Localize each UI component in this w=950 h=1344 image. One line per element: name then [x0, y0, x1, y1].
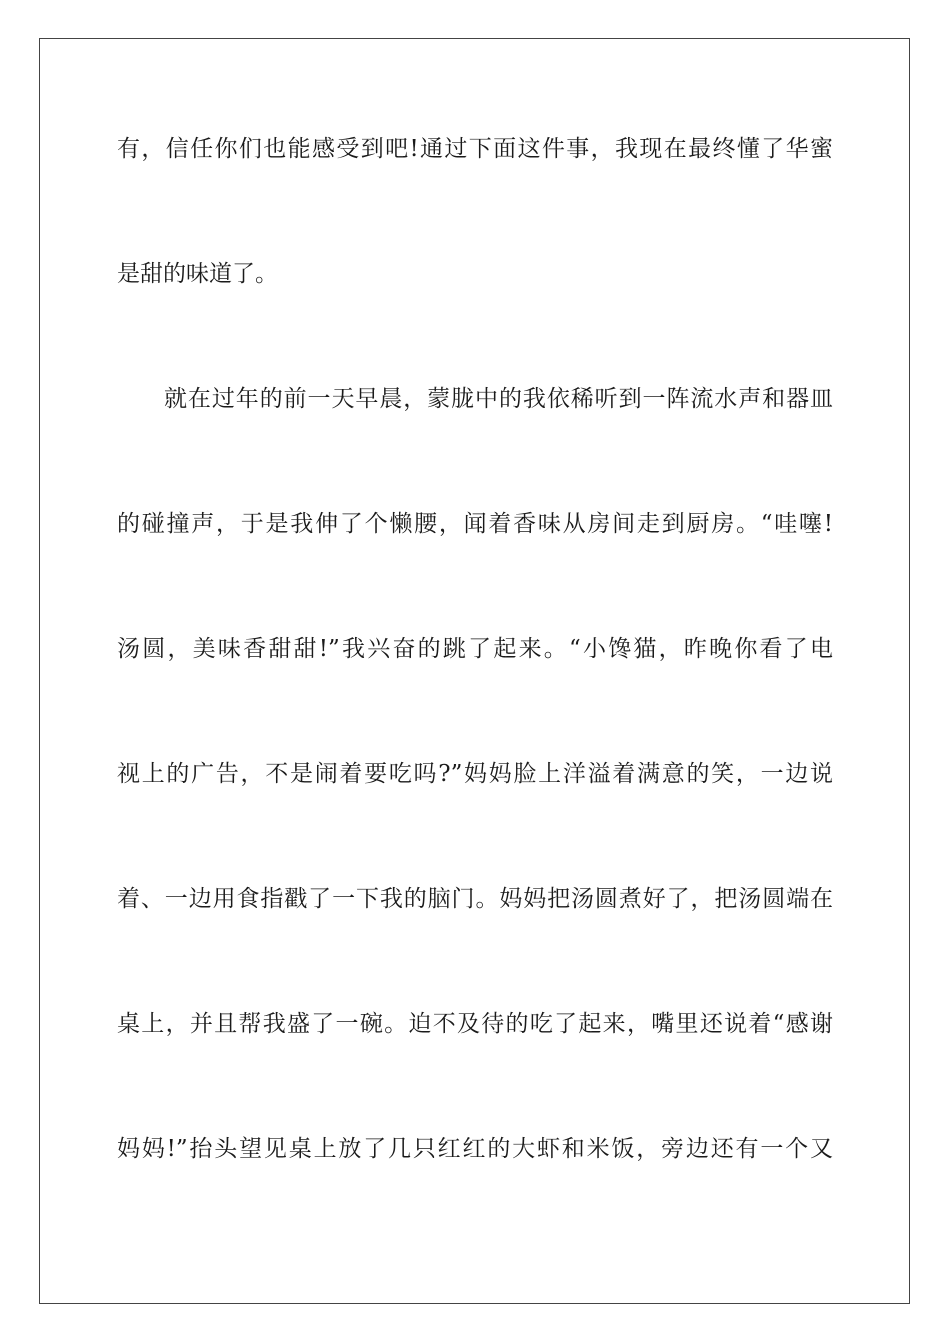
text-line-9: 妈妈!”抬头望见桌上放了几只红红的大虾和米饭，旁边还有一个又: [117, 1136, 833, 1162]
text-line-1: 有，信任你们也能感受到吧!通过下面这件事，我现在最终懂了华蜜: [117, 136, 833, 162]
text-line-8: 桌上，并且帮我盛了一碗。迫不及待的吃了起来，嘴里还说着“感谢: [117, 1011, 833, 1037]
text-line-4: 的碰撞声，于是我伸了个懒腰，闻着香味从房间走到厨房。“哇噻!: [117, 511, 833, 537]
text-line-6: 视上的广告，不是闹着要吃吗?”妈妈脸上洋溢着满意的笑，一边说: [117, 761, 833, 787]
text-line-5: 汤圆，美味香甜甜!”我兴奋的跳了起来。“小馋猫，昨晚你看了电: [117, 636, 833, 662]
text-line-2: 是甜的味道了。: [117, 261, 278, 287]
text-line-7: 着、一边用食指戳了一下我的脑门。妈妈把汤圆煮好了，把汤圆端在: [117, 886, 833, 912]
text-line-3: 就在过年的前一天早晨，蒙胧中的我依稀听到一阵流水声和器皿: [164, 386, 833, 412]
page-border: [39, 38, 910, 1304]
